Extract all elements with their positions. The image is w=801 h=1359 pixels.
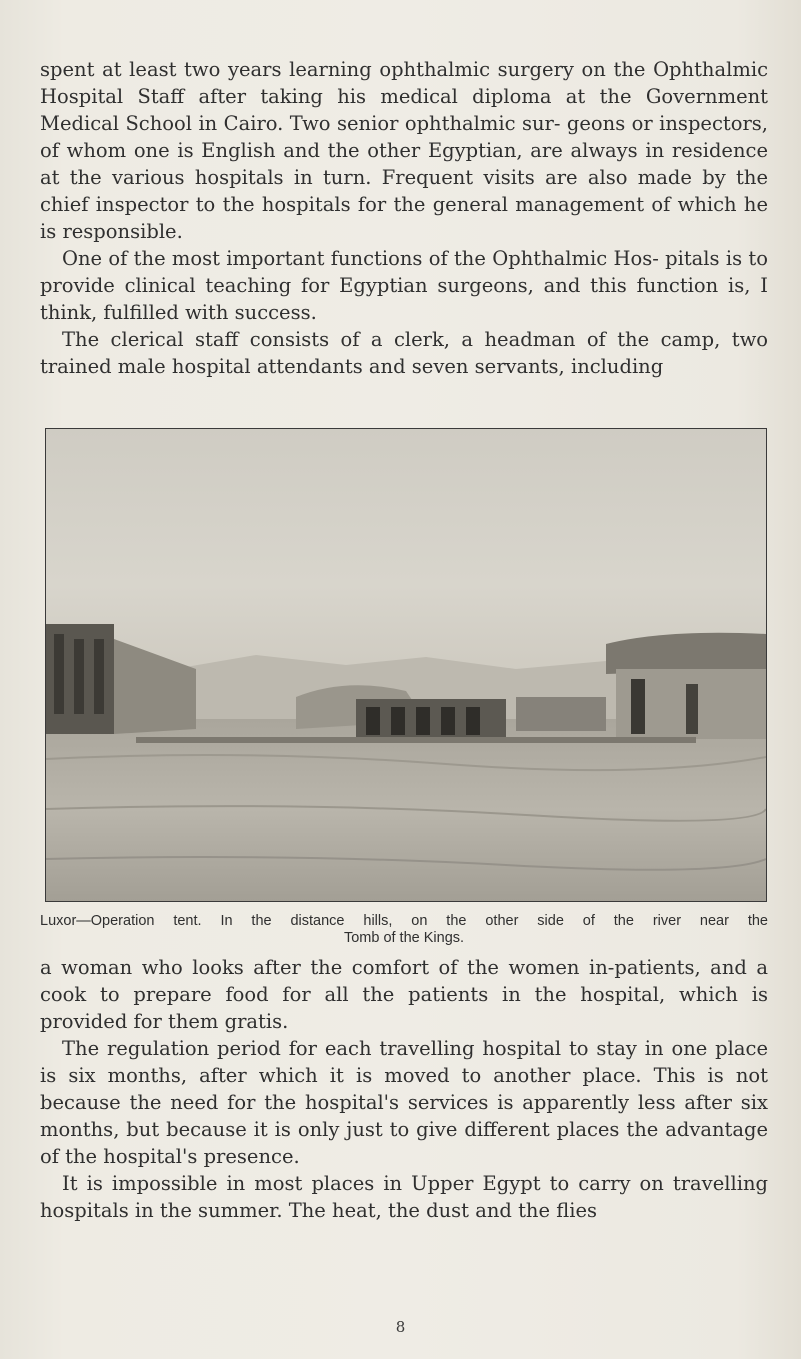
luxor-operation-tent-photo [45,428,767,902]
caption-line-2: Tomb of the Kings. [343,930,465,946]
page-number: 8 [395,1318,406,1336]
bottom-text-block [40,954,768,1224]
caption-line-1: Luxor—Operation tent. In the distance hills, on the other side of the river near the [40,913,768,929]
photo-caption [40,913,768,947]
paragraph-clerical-staff: The clerical staff consists of a clerk, a headman of the camp, two trained male hospital attendants and seven servants, including [40,328,768,378]
photo-illustration [46,429,766,901]
top-text-block [40,56,768,380]
paragraph-summer: It is impossible in most places in Upper Egypt to carry on travelling hospitals in the summer. The heat, the dust and the flies [40,1172,768,1222]
paragraph-staff-continued: a woman who looks after the comfort of the women in-patients, and a cook to prepare food for all the patients in the hospital, which is provided for them gratis. [40,956,768,1033]
paragraph-clinical-teaching: One of the most important functions of the Ophthalmic Hos- pitals is to provide clinical teaching for Egyptian surgeons, and this function is, I think, fulfilled with success. [40,247,768,324]
paragraph-regulation-period: The regulation period for each travelling hospital to stay in one place is six months, after which it is moved to another place. This is not because the need for the hospital's services is apparently less after six months, but because it is only just to give different places the advantage of the hospital's presence. [40,1037,768,1168]
paragraph-continued: spent at least two years learning ophthalmic surgery on the Ophthalmic Hospital Staff after taking his medical diploma at the Government Medical School in Cairo. Two senior ophthalmic sur- geons or inspectors, of whom one is English and the other Egyptian, are always in residence at the various hospitals in turn. Frequent visits are also made by the chief inspector to the hospitals for the general management of which he is responsible. [40,58,768,243]
